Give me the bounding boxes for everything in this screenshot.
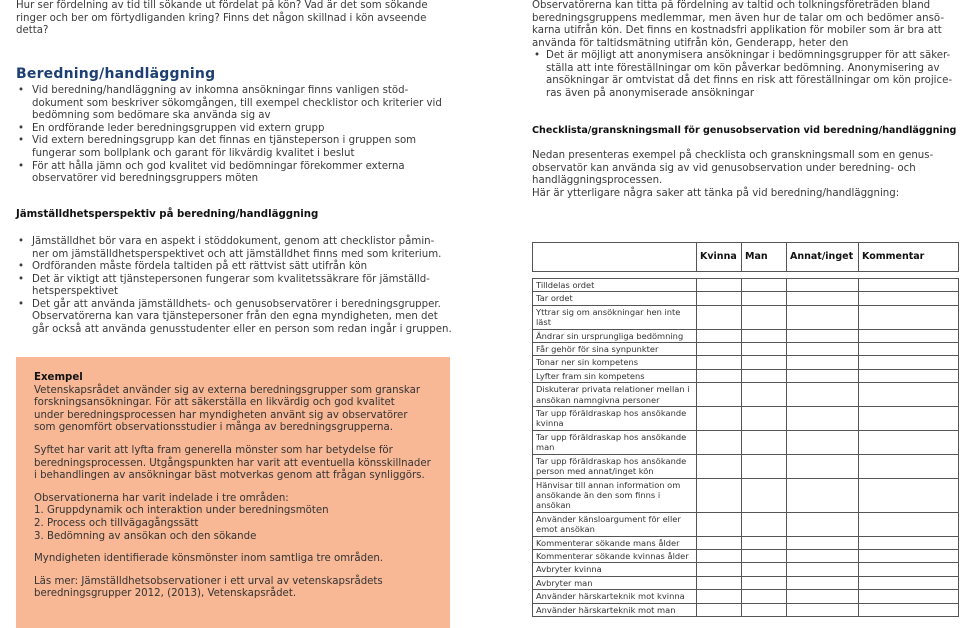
cell-kommentar[interactable] [859,590,959,603]
cell-kvinna[interactable] [697,407,742,431]
bullet-text: ner om jämställdhetsperspektivet och att jämställdhet finns med som kriterium. [32,248,442,260]
desc-line: Här är ytterligare några saker att tänka på vid beredning/handläggning: [532,187,900,199]
table-row [533,343,959,356]
callout-line: 2. Process och tillvägagångssätt [34,517,199,529]
cell-annat[interactable] [787,407,859,431]
callout-line: 1. Gruppdynamik och interaktion under beredningsmöten [34,505,329,517]
cell-kommentar[interactable] [859,292,959,305]
cell-man[interactable] [742,590,787,603]
section-heading-beredning: Beredning/handläggning [16,66,216,82]
cell-man[interactable] [742,356,787,369]
cell-man[interactable] [742,603,787,616]
cell-man[interactable] [742,383,787,407]
anonymisering-bullet-list [532,50,960,100]
table-row [533,549,959,562]
table-row [533,407,959,431]
table-row [533,478,959,512]
cell-kommentar[interactable] [859,563,959,576]
cell-kvinna[interactable] [697,478,742,512]
cell-man[interactable] [742,343,787,356]
cell-annat[interactable] [787,279,859,292]
bullet-text: observatörer vid beredningsgruppers möten [32,173,259,185]
cell-kommentar[interactable] [859,329,959,342]
cell-annat[interactable] [787,603,859,616]
table-row [533,369,959,382]
list-item [16,274,456,299]
column-header-kommentar: Kommentar [859,243,959,272]
callout-line: som genomfört observationsstudier i många av beredningsgrupperna. [34,422,393,434]
bullet-text: Jämställdhet bör vara en aspekt i stöddokument, genom att checklistor påmin- [32,236,435,247]
bullet-text: För att hålla jämn och god kvalitet vid bedömningar förekommer externa [32,160,405,172]
column-header-kvinna: Kvinna [697,243,742,272]
column-header-annat: Annat/inget [787,243,859,272]
cell-man[interactable] [742,454,787,478]
cell-man[interactable] [742,430,787,454]
row-label: Använder känsloargument för eller emot ansökan [533,512,697,536]
table-row [533,279,959,292]
cell-annat[interactable] [787,563,859,576]
row-label: Diskuterar privata relationer mellan i ansökan namngivna personer [533,383,697,407]
cell-kvinna[interactable] [697,343,742,356]
cell-kommentar[interactable] [859,478,959,512]
cell-kommentar[interactable] [859,512,959,536]
row-label: Tar ordet [533,292,697,305]
cell-kvinna[interactable] [697,305,742,329]
table-row [533,603,959,616]
list-item [532,50,960,100]
bullet-text: bedömning som bedömare ska använda sig av [32,110,271,122]
intro-line: Hur ser fördelning av tid till sökande ut fördelat på kön? Vad är det som sökande [16,0,428,11]
intro-line: karna utifrån kön. Det finns en kostnadsfri applikation för mobiler som är bra att [532,25,942,37]
table-row [533,272,959,279]
cell-annat[interactable] [787,329,859,342]
checklist-description [532,150,960,200]
cell-man[interactable] [742,563,787,576]
cell-man[interactable] [742,549,787,562]
callout-line: Vetenskapsrådet använder sig av externa beredningsgrupper som granskar [34,384,421,396]
bullet-text: Vid beredning/handläggning av inkomna ansökningar finns vanligen stöd- [32,85,409,96]
cell-man[interactable] [742,512,787,536]
desc-line: observatör kan använda sig av vid genusobservation under beredning- och [532,162,916,174]
cell-man[interactable] [742,292,787,305]
table-row [533,356,959,369]
intro-line: använda för taltidsmätning utifrån kön, Genderapp, heter den [532,37,849,49]
right-intro [532,0,957,50]
cell-kvinna[interactable] [697,563,742,576]
callout-line: Observationerna har varit indelade i tre områden: [34,492,289,504]
cell-kvinna[interactable] [697,369,742,382]
cell-man[interactable] [742,576,787,589]
row-label: Avbryter man [533,576,697,589]
bullet-text: ansökningar är omtvistat då det finns en risk att föreställningar om kön projice- [546,75,953,87]
callout-line: i behandlingen av ansökningar bäst motverkas genom att frågan synliggörs. [34,470,425,482]
table-corner [533,243,697,272]
cell-man[interactable] [742,407,787,431]
table-row [533,454,959,478]
cell-kvinna[interactable] [697,383,742,407]
cell-man[interactable] [742,279,787,292]
callout-line: under beredningsprocessen har myndigheten använt sig av observatörer [34,409,408,421]
bullet-text: Det går att använda jämställdhets- och genusobservatörer i beredningsgrupper. [32,298,441,310]
cell-kommentar[interactable] [859,603,959,616]
row-label: Använder härskarteknik mot kvinna [533,590,697,603]
cell-annat[interactable] [787,590,859,603]
row-label: Tar upp föräldraskap hos ansökande man [533,430,697,454]
callout-line: beredningsgrupper 2012, (2013), Vetenskapsrådet. [34,588,297,600]
cell-kommentar[interactable] [859,430,959,454]
list-item [16,236,456,261]
table-spacer-cell [742,272,787,279]
table-row [533,512,959,536]
row-label: Avbryter kvinna [533,563,697,576]
bullet-text: dokument som beskriver sökomgången, till exempel checklistor och kriterier vid [32,97,442,109]
cell-kommentar[interactable] [859,305,959,329]
cell-kommentar[interactable] [859,383,959,407]
example-callout-box [16,357,450,628]
cell-kvinna[interactable] [697,329,742,342]
cell-man[interactable] [742,478,787,512]
cell-annat[interactable] [787,512,859,536]
intro-line: ringer och ber om förtydliganden kring? Finns det någon skillnad i kön avseende [16,12,427,24]
table-row [533,292,959,305]
column-header-man: Man [742,243,787,272]
desc-line: Nedan presenteras exempel på checklista och granskningsmall som en genus- [532,150,934,161]
table-row [533,576,959,589]
bullet-text: hetsperspektivet [32,286,119,298]
cell-kvinna[interactable] [697,536,742,549]
callout-line: beredningsprocessen. Utgångspunkten har varit att eventuella könsskillnader [34,457,431,469]
cell-man[interactable] [742,305,787,329]
cell-kvinna[interactable] [697,356,742,369]
cell-kvinna[interactable] [697,454,742,478]
list-item [16,299,456,312]
table-header-row [533,243,959,272]
cell-kommentar[interactable] [859,356,959,369]
cell-kommentar[interactable] [859,549,959,562]
table-row [533,590,959,603]
row-label: Tonar ner sin kompetens [533,356,697,369]
section-subheading-jamstalldhet: Jämställdhetsperspektiv på beredning/handläggning [16,209,319,220]
table-spacer-cell [859,272,959,279]
row-label: Kommenterar sökande mans ålder [533,536,697,549]
cell-kvinna[interactable] [697,576,742,589]
row-label: Kommenterar sökande kvinnas ålder [533,549,697,562]
table-spacer-cell [697,272,742,279]
cell-man[interactable] [742,369,787,382]
checklist-heading: Checklista/granskningsmall för genusobservation vid beredning/handläggning [532,125,957,136]
cell-kommentar[interactable] [859,279,959,292]
list-item [16,123,456,136]
callout-line: forskningsansökningar. För att säkerställa en likvärdig och god kvalitet [34,397,395,409]
cell-annat[interactable] [787,576,859,589]
table-spacer-cell [533,272,697,279]
cell-annat[interactable] [787,478,859,512]
bullet-text: ställa att inte föreställningar om kön påverkar bedömning. Anonymisering av [546,62,940,74]
bullet-text: Ordföranden måste fördela taltiden på ett rättvist sätt utifrån kön [32,261,368,273]
bullet-text: Det är möjligt att anonymisera ansökningar i bedömningsgrupper för att säker- [546,50,951,61]
desc-line: handläggningsprocessen. [532,175,663,187]
observer-note [32,311,462,336]
row-label: Använder härskarteknik mot man [533,603,697,616]
cell-kvinna[interactable] [697,279,742,292]
observation-checklist-table [532,242,959,617]
beredning-bullet-list [16,85,456,186]
table-row [533,329,959,342]
list-item [16,261,456,274]
callout-line: Myndigheten identifierade könsmönster inom samtliga tre områden. [34,553,384,565]
cell-annat[interactable] [787,356,859,369]
cell-annat[interactable] [787,536,859,549]
cell-kvinna[interactable] [697,549,742,562]
note-line: Observatörerna kan vara tjänstepersoner från den egna myndigheten, men det [32,311,438,322]
list-item [16,135,456,160]
bullet-text: Vid extern beredningsgrupp kan det finnas en tjänsteperson i gruppen som [32,135,417,147]
cell-kvinna[interactable] [697,603,742,616]
checklist-body [533,272,959,617]
bullet-text: fungerar som bollplank och garant för likvärdig kvalitet i beslut [32,147,355,159]
row-label: Tar upp föräldraskap hos ansökande person med annat/inget kön [533,454,697,478]
cell-annat[interactable] [787,369,859,382]
note-line: går också att använda genusstudenter eller en person som redan ingår i gruppen. [32,323,452,335]
table-row [533,305,959,329]
cell-kommentar[interactable] [859,407,959,431]
row-label: Hänvisar till annan information om ansökande än den som finns i ansökan [533,478,697,512]
cell-annat[interactable] [787,383,859,407]
table-row [533,563,959,576]
table-row [533,536,959,549]
intro-line: beredningsgruppens medlemmar, men även hur de talar om och bedömer ansö- [532,12,945,24]
bullet-text: Det är viktigt att tjänstepersonen fungerar som kvalitetssäkrare för jämställd- [32,273,430,285]
cell-man[interactable] [742,536,787,549]
intro-line: detta? [16,25,49,37]
row-label: Får gehör för sina synpunkter [533,343,697,356]
callout-line: 3. Bedömning av ansökan och den sökande [34,530,257,542]
cell-kommentar[interactable] [859,576,959,589]
cell-kvinna[interactable] [697,512,742,536]
cell-annat[interactable] [787,292,859,305]
cell-kommentar[interactable] [859,536,959,549]
callout-line: Läs mer: Jämställdhetsobservationer i ett urval av vetenskapsrådets [34,575,383,587]
callout-line: Syftet har varit att lyfta fram generella mönster som har betydelse för [34,444,393,456]
table-row [533,383,959,407]
row-label: Yttrar sig om ansökningar hen inte läst [533,305,697,329]
cell-kvinna[interactable] [697,590,742,603]
list-item [16,85,456,123]
cell-annat[interactable] [787,430,859,454]
row-label: Ändrar sin ursprungliga bedömning [533,329,697,342]
cell-kommentar[interactable] [859,343,959,356]
cell-annat[interactable] [787,305,859,329]
row-label: Lyfter fram sin kompetens [533,369,697,382]
intro-line: Observatörerna kan titta på fördelning av taltid och tolkningsföreträden bland [532,0,931,11]
callout-title: Exempel [34,372,83,383]
jamstalldhet-bullet-list [16,236,456,312]
cell-kommentar[interactable] [859,454,959,478]
cell-annat[interactable] [787,454,859,478]
bullet-text: En ordförande leder beredningsgruppen vid extern grupp [32,122,325,134]
table-row [533,430,959,454]
row-label: Tar upp föräldraskap hos ansökande kvinna [533,407,697,431]
cell-annat[interactable] [787,549,859,562]
left-intro [16,0,456,38]
cell-kvinna[interactable] [697,292,742,305]
cell-annat[interactable] [787,343,859,356]
bullet-text: ras även på anonymiserade ansökningar [546,87,755,99]
table-spacer-cell [787,272,859,279]
cell-man[interactable] [742,329,787,342]
cell-kvinna[interactable] [697,430,742,454]
row-label: Tilldelas ordet [533,279,697,292]
cell-kommentar[interactable] [859,369,959,382]
list-item [16,161,456,186]
